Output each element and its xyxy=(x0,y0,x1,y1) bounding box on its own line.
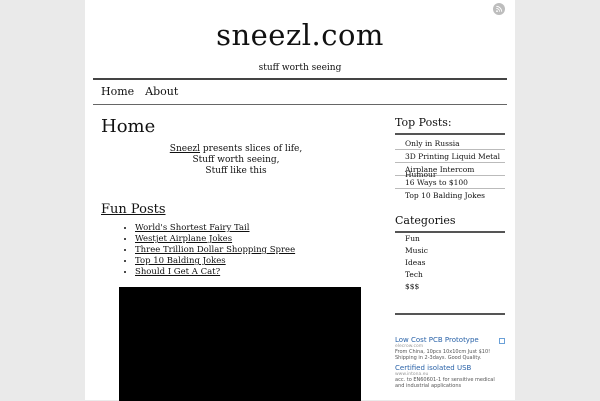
ad-item[interactable] xyxy=(395,336,505,361)
sidebar-divider xyxy=(395,313,505,315)
intro-line3: Stuff like this xyxy=(205,166,267,176)
main-content xyxy=(101,116,361,277)
category-link[interactable]: Ideas xyxy=(405,258,426,267)
ad-item[interactable] xyxy=(395,364,505,389)
ad-url: www.intona.eu xyxy=(395,372,429,377)
video-player[interactable] xyxy=(119,287,361,401)
ad-block xyxy=(395,336,505,392)
nav-item-home[interactable]: Home xyxy=(101,85,135,98)
top-post-link[interactable]: Only in Russia xyxy=(395,137,505,150)
ad-url: elecrow.com xyxy=(395,344,424,349)
ad-headline[interactable]: Certified isolated USB xyxy=(395,364,472,372)
intro-text xyxy=(101,144,371,177)
top-posts-heading: Top Posts: xyxy=(395,116,452,129)
top-post-link[interactable]: Airplane Intercom Humour xyxy=(395,163,505,176)
main-nav xyxy=(101,85,178,98)
list-item xyxy=(135,223,295,234)
list-item xyxy=(135,267,295,278)
ad-headline[interactable]: Low Cost PCB Prototype xyxy=(395,336,479,344)
nav-divider-top xyxy=(93,78,507,80)
category-link[interactable]: $$$ xyxy=(405,282,420,291)
rss-icon[interactable] xyxy=(493,3,505,15)
nav-item-about[interactable]: About xyxy=(145,85,179,98)
fun-post-link[interactable]: Westjet Airplane Jokes xyxy=(135,234,233,244)
category-link[interactable]: Tech xyxy=(405,270,423,279)
category-link[interactable]: Fun xyxy=(405,234,420,243)
ad-text: acc. to EN60601-1 for sensitive medical and industrial applications xyxy=(395,377,495,389)
adchoices-icon[interactable] xyxy=(499,338,505,344)
fun-posts-heading[interactable]: Fun Posts xyxy=(101,202,166,217)
sidebar-divider xyxy=(395,133,505,135)
page-heading: Home xyxy=(101,116,156,137)
fun-post-link[interactable]: Three Trillion Dollar Shopping Spree xyxy=(135,245,296,255)
intro-line1-rest: presents slices of life, xyxy=(200,144,303,154)
intro-line2: Stuff worth seeing, xyxy=(192,155,280,165)
categories-heading: Categories xyxy=(395,214,456,227)
categories-list xyxy=(395,233,505,293)
page-container xyxy=(85,0,515,400)
fun-post-link[interactable]: World's Shortest Fairy Tail xyxy=(135,223,250,233)
top-post-link[interactable]: 16 Ways to $100 xyxy=(395,176,505,189)
list-item xyxy=(135,256,295,267)
fun-post-link[interactable]: Should I Get A Cat? xyxy=(135,267,221,277)
sidebar xyxy=(395,116,505,291)
fun-posts-list xyxy=(121,223,295,278)
categories-widget xyxy=(395,214,505,293)
top-post-link[interactable]: Top 10 Balding Jokes xyxy=(405,191,485,200)
fun-post-link[interactable]: Top 10 Balding Jokes xyxy=(135,256,226,266)
category-link[interactable]: Music xyxy=(405,246,428,255)
site-title[interactable]: sneezl.com xyxy=(216,18,384,52)
ad-text: From China, 10pcs 10x10cm Just $10! Shipping in 2-3days. Good Quality. xyxy=(395,349,491,361)
list-item xyxy=(135,245,295,256)
list-item xyxy=(135,234,295,245)
sneezl-link[interactable]: Sneezl xyxy=(169,144,201,154)
top-posts-list xyxy=(395,137,505,201)
nav-divider-bottom xyxy=(93,104,507,105)
site-tagline: stuff worth seeing xyxy=(258,63,342,73)
top-post-link[interactable]: 3D Printing Liquid Metal xyxy=(395,150,505,163)
